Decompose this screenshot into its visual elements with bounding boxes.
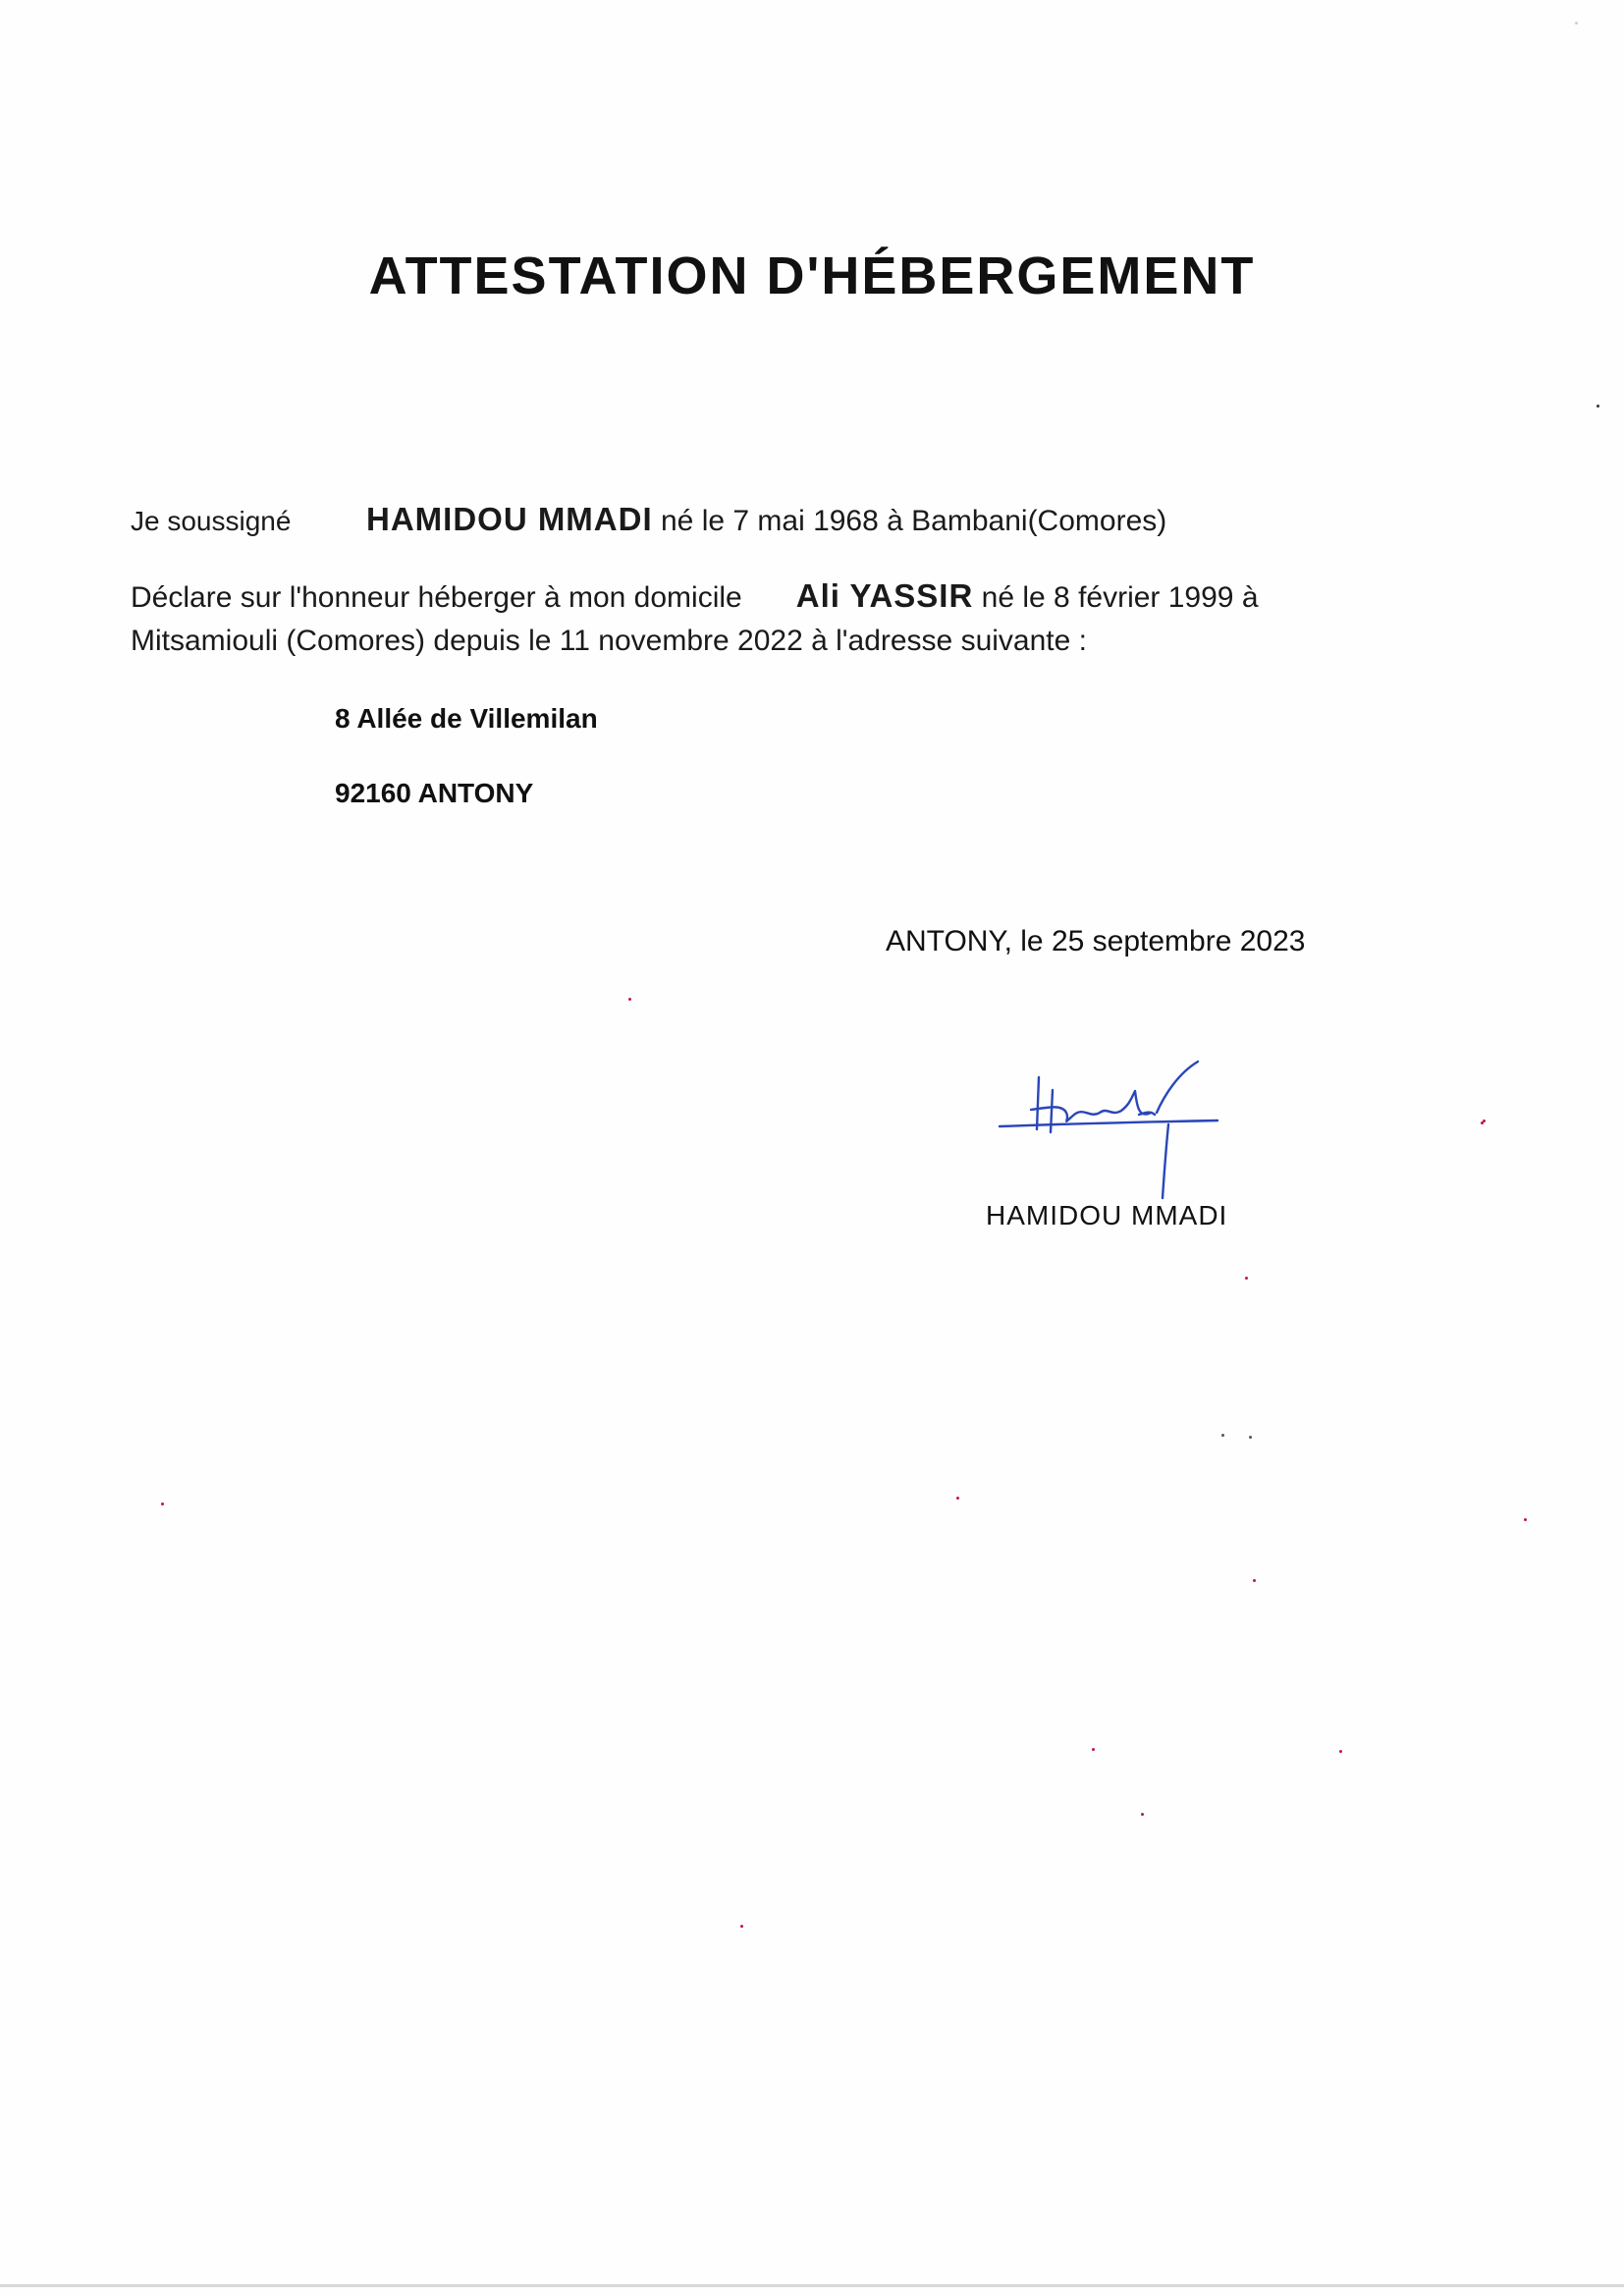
- declarant-line: [131, 501, 1166, 538]
- document-title: ATTESTATION D'HÉBERGEMENT: [368, 246, 1256, 305]
- declaration-continuation: Mitsamiouli (Comores) depuis le 11 novembre 2022 à l'adresse suivante :: [131, 625, 1087, 657]
- scan-speck: [956, 1497, 959, 1500]
- signature: [992, 1056, 1227, 1208]
- scan-speck: [1221, 1434, 1224, 1437]
- scan-speck: [740, 1925, 743, 1928]
- scan-speck: [1597, 405, 1599, 408]
- declarant-name: HAMIDOU MMADI: [366, 501, 653, 537]
- scan-speck: [1575, 22, 1578, 25]
- scan-speck: [628, 998, 631, 1001]
- scan-speck: [1092, 1748, 1095, 1751]
- scan-speck: [1245, 1277, 1248, 1280]
- scan-speck: [1249, 1436, 1252, 1439]
- scan-speck: [161, 1503, 164, 1505]
- scan-speck: [1339, 1750, 1342, 1753]
- declarant-details: né le 7 mai 1968 à Bambani(Comores): [660, 505, 1167, 537]
- guest-name: Ali YASSIR: [795, 577, 974, 614]
- signature-name: HAMIDOU MMADI: [986, 1200, 1228, 1230]
- scan-speck: [1483, 1120, 1486, 1122]
- declarant-label: Je soussigné: [131, 506, 292, 536]
- scan-speck: [1524, 1518, 1527, 1521]
- declaration-line: [131, 577, 1259, 615]
- address-city: 92160 ANTONY: [335, 778, 534, 808]
- scan-edge: [0, 2284, 1624, 2287]
- scan-speck: [1253, 1579, 1256, 1582]
- guest-details: né le 8 février 1999 à: [981, 581, 1259, 614]
- scan-speck: [1141, 1813, 1144, 1816]
- place-and-date: ANTONY, le 25 septembre 2023: [886, 925, 1306, 957]
- declaration-text: Déclare sur l'honneur héberger à mon domicile: [131, 581, 742, 614]
- address-street: 8 Allée de Villemilan: [335, 703, 598, 734]
